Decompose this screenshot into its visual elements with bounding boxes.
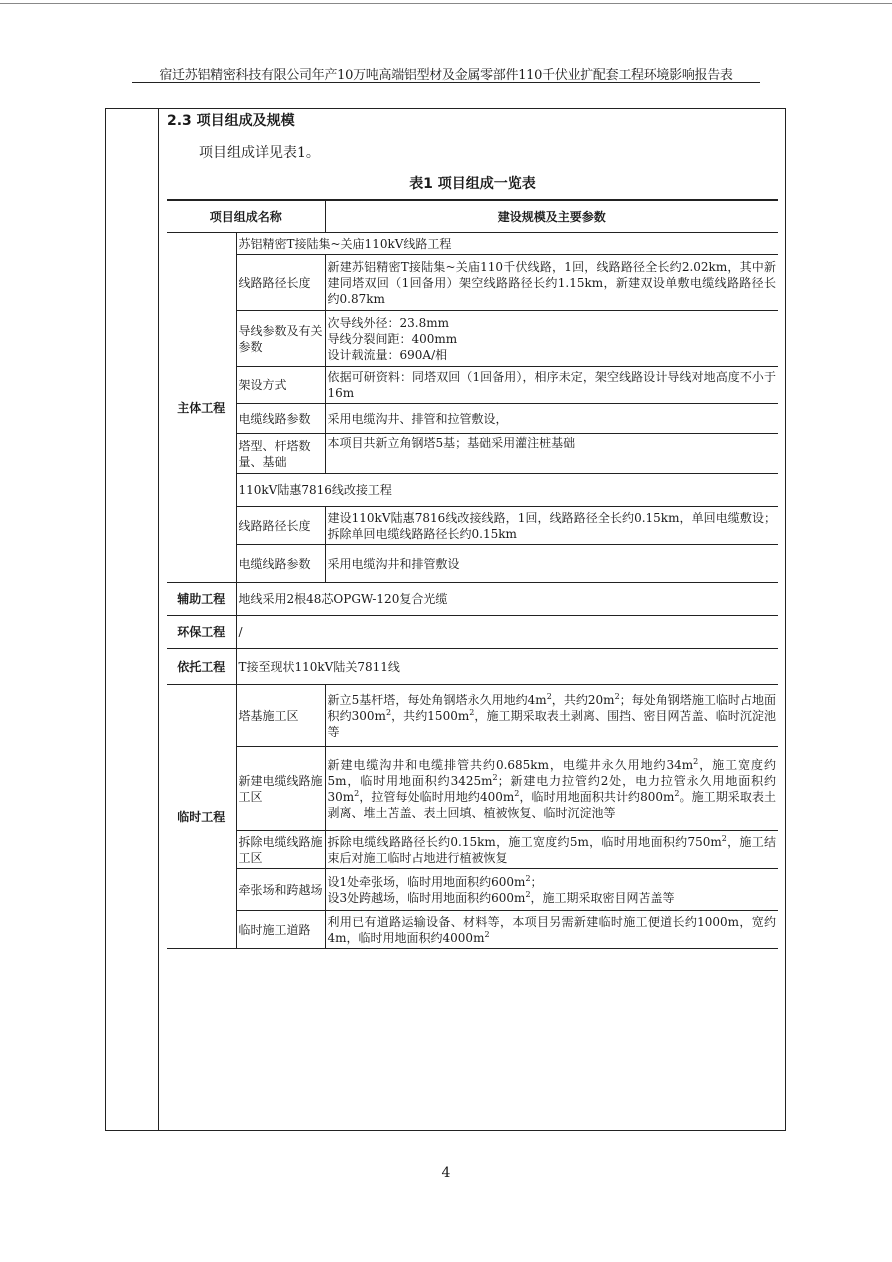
superscript: 2 <box>492 772 498 782</box>
value-line: 导线分裂间距：400mm <box>327 331 458 346</box>
value-line <box>328 890 777 906</box>
row-value: T接至现状110kV陆关7811线 <box>236 649 778 685</box>
table-row <box>167 507 778 545</box>
category-dep: 依托工程 <box>167 649 236 685</box>
text-fragment: ；新建电力拉管约2处，电力拉管永久用地面积约30m <box>327 773 777 804</box>
row-value <box>325 747 778 831</box>
text-fragment: ，共约1500m <box>391 708 470 723</box>
value-line: 设计载流量：690A/相 <box>327 347 448 362</box>
page-number: 4 <box>441 1165 451 1181</box>
text-fragment: ，施工结束后对施工临时占地进行植被恢复 <box>327 834 777 865</box>
row-value: 本项目共新立角钢塔5基；基础采用灌注桩基础 <box>325 434 778 474</box>
report-header-title: 宿迁苏铝精密科技有限公司年产10万吨高端铝型材及金属零部件110千伏业扩配套工程环境影响报告表 <box>159 68 733 83</box>
section-title: 2.3 项目组成及规模 <box>167 113 295 129</box>
top-page-rule <box>0 3 892 4</box>
row-value: 采用电缆沟井和排管敷设 <box>325 545 778 583</box>
text-fragment: ，施工宽度约5m，临时用地面积约3425m <box>327 757 777 788</box>
table-row <box>167 869 778 911</box>
row-value: 采用电缆沟井、排管和拉管敷设， <box>325 404 778 434</box>
text-fragment: 设3处跨越场，临时用地面积约600m <box>327 890 526 905</box>
row-label: 牵张场和跨越场 <box>236 869 325 911</box>
category-main: 主体工程 <box>167 233 236 583</box>
superscript: 2 <box>674 788 680 798</box>
text-fragment: ；每处角钢塔施工临时占地面积约300m <box>327 692 777 723</box>
row-label: 架设方式 <box>236 367 325 404</box>
row-label: 线路路径长度 <box>236 255 325 311</box>
table-caption: 表1 项目组成一览表 <box>409 176 536 192</box>
superscript: 2 <box>693 756 699 766</box>
table-row <box>167 545 778 583</box>
table-row <box>167 311 778 367</box>
text-fragment: ，施工期采取密目网苫盖等 <box>530 890 675 905</box>
row-value: 建设110kV陆惠7816线改接线路，1回，线路路径全长约0.15km，单回电缆敷设；拆除单回电缆线路路径长约0.15km <box>325 507 778 545</box>
table-row <box>167 434 778 474</box>
project1-title: 苏铝精密T接陆集~关庙110kV线路工程 <box>236 233 778 255</box>
project-composition-table <box>167 199 778 949</box>
row-label: 临时施工道路 <box>236 911 325 949</box>
value-line: 次导线外径：23.8mm <box>327 315 449 330</box>
table-row <box>167 474 778 507</box>
category-env: 环保工程 <box>167 616 236 649</box>
header-project-name: 项目组成名称 <box>167 200 325 233</box>
text-fragment: 。施工期采取表土剥离、堆土苫盖、表土回填、植被恢复、临时沉淀池等 <box>327 789 777 820</box>
row-label: 新建电缆线路施工区 <box>236 747 325 831</box>
table-row <box>167 911 778 949</box>
superscript: 2 <box>525 889 531 899</box>
table-row <box>167 685 778 747</box>
table-row <box>167 831 778 869</box>
table-row <box>167 404 778 434</box>
row-label: 拆除电缆线路施工区 <box>236 831 325 869</box>
category-aux: 辅助工程 <box>167 583 236 616</box>
table-header-row <box>167 200 778 233</box>
row-label: 电缆线路参数 <box>236 404 325 434</box>
text-fragment: 设1处牵张场，临时用地面积约600m <box>327 874 526 889</box>
superscript: 2 <box>525 873 531 883</box>
table-row <box>167 747 778 831</box>
row-value <box>325 869 778 911</box>
row-value: / <box>236 616 778 649</box>
text-fragment: ； <box>530 874 543 889</box>
row-value <box>325 831 778 869</box>
category-temp: 临时工程 <box>167 685 236 949</box>
table-row <box>167 233 778 255</box>
row-label: 塔型、杆塔数量、基础 <box>236 434 325 474</box>
superscript: 2 <box>721 833 727 843</box>
superscript: 2 <box>385 707 392 717</box>
header-params: 建设规模及主要参数 <box>325 200 778 233</box>
text-fragment: ，临时用地面积共计约800m <box>519 789 675 804</box>
row-label: 线路路径长度 <box>236 507 325 545</box>
project2-title: 110kV陆惠7816线改接工程 <box>236 474 778 507</box>
text-fragment: 新立5基杆塔，每处角钢塔永久用地约4m <box>327 692 547 707</box>
text-fragment: 新建电缆沟井和电缆排管共约0.685km，电缆井永久用地约34m <box>327 757 694 772</box>
row-label: 电缆线路参数 <box>236 545 325 583</box>
row-label: 导线参数及有关参数 <box>236 311 325 367</box>
text-fragment: 拆除电缆线路路径长约0.15km，施工宽度约5m，临时用地面积约750m <box>327 834 722 849</box>
table-row <box>167 367 778 404</box>
row-value <box>325 311 778 367</box>
text-fragment: ，共约20m <box>551 692 615 707</box>
frame-left-column-divider <box>158 108 159 1131</box>
superscript: 2 <box>354 788 360 798</box>
text-fragment: ，施工期采取表土剥离、围挡、密目网苫盖、临时沉淀池等 <box>327 708 776 739</box>
table-row <box>167 616 778 649</box>
superscript: 2 <box>514 788 520 798</box>
row-value: 地线采用2根48芯OPGW-120复合光缆 <box>236 583 778 616</box>
text-fragment: 利用已有道路运输设备、材料等，本项目另需新建临时施工便道长约1000m，宽约4m，临时用地面积约4000m <box>327 914 777 945</box>
text-fragment: ，拉管每处临时用地约400m <box>359 789 515 804</box>
superscript: 2 <box>546 691 552 701</box>
value-line <box>328 874 777 890</box>
table-row <box>167 649 778 685</box>
row-value: 依据可研资料：同塔双回（1回备用），相序未定，架空线路设计导线对地高度不小于16m <box>325 367 778 404</box>
table-row <box>167 255 778 311</box>
superscript: 2 <box>614 691 620 701</box>
row-value <box>325 685 778 747</box>
header-underline <box>132 82 760 83</box>
section-intro: 项目组成详见表1。 <box>199 145 320 161</box>
row-value: 新建苏铝精密T接陆集~关庙110千伏线路，1回，线路路径全长约2.02km，其中新建同塔双回（1回备用）架空线路路径长约1.15km，新建双设单敷电缆线路路径长约0.87km <box>325 255 778 311</box>
row-value <box>325 911 778 949</box>
row-label: 塔基施工区 <box>236 685 325 747</box>
superscript: 2 <box>484 929 490 939</box>
superscript: 2 <box>469 707 475 717</box>
table-row <box>167 583 778 616</box>
